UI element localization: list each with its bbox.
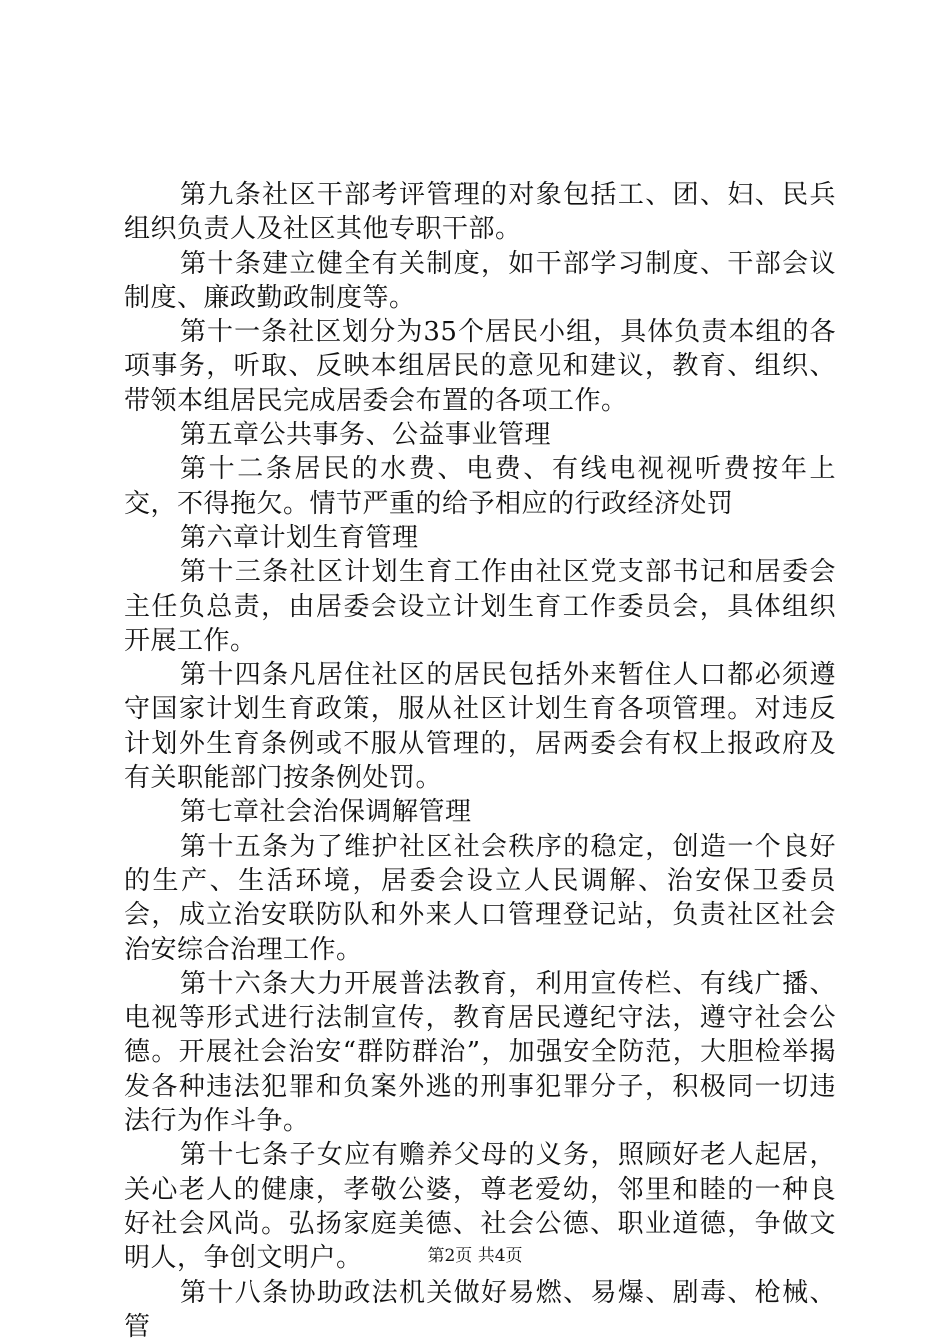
page-footer: 第2页 共4页	[427, 1246, 523, 1266]
chapter-heading: 第六章计划生育管理	[180, 522, 419, 553]
article-paragraph: 第十六条大力开展普法教育，利用宣传栏、有线广播、电视等形式进行法制宣传，教育居民遵纪守法，遵守社会公德。开展社会治安“群防群治”，加强安全防范，大胆检举揭发各种违法犯罪和负案外逃的刑事犯罪分子，积极同一切违法行为作斗争。	[124, 968, 836, 1137]
chapter-heading: 第五章公共事务、公益事业管理	[180, 420, 552, 451]
article-paragraph: 第十四条凡居住社区的居民包括外来暂住人口都必须遵守国家计划生育政策，服从社区计划生育各项管理。对违反计划外生育条例或不服从管理的，居两委会有权上报政府及有关职能部门按条例处罚。	[124, 660, 836, 794]
document-body	[124, 178, 836, 1344]
article-paragraph: 第十三条社区计划生育工作由社区党支部书记和居委会主任负总责，由居委会设立计划生育工作委员会，具体组织开展工作。	[124, 557, 836, 656]
article-paragraph: 第十条建立健全有关制度，如干部学习制度、干部会议制度、廉政勤政制度等。	[124, 248, 836, 313]
article-paragraph: 第十一条社区划分为35个居民小组，具体负责本组的各项事务，听取、反映本组居民的意见和建议，教育、组织、带领本组居民完成居委会布置的各项工作。	[124, 317, 836, 416]
article-paragraph: 第十七条子女应有赡养父母的义务，照顾好老人起居，关心老人的健康，孝敬公婆，尊老爱幼，邻里和睦的一种良好社会风尚。弘扬家庭美德、社会公德、职业道德，争做文明人，争创文明户。	[124, 1140, 836, 1274]
chapter-heading: 第七章社会治保调解管理	[180, 797, 472, 828]
article-paragraph: 第十二条居民的水费、电费、有线电视视听费按年上交，不得拖欠。情节严重的给予相应的行政经济处罚	[124, 454, 836, 519]
article-paragraph: 第十五条为了维护社区社会秩序的稳定，创造一个良好的生产、生活环境，居委会设立人民调解、治安保卫委员会，成立治安联防队和外来人口管理登记站，负责社区社会治安综合治理工作。	[124, 831, 836, 965]
article-paragraph: 第十八条协助政法机关做好易燃、易爆、剧毒、枪械、管	[124, 1277, 836, 1342]
article-paragraph: 第九条社区干部考评管理的对象包括工、团、妇、民兵组织负责人及社区其他专职干部。	[124, 180, 836, 245]
